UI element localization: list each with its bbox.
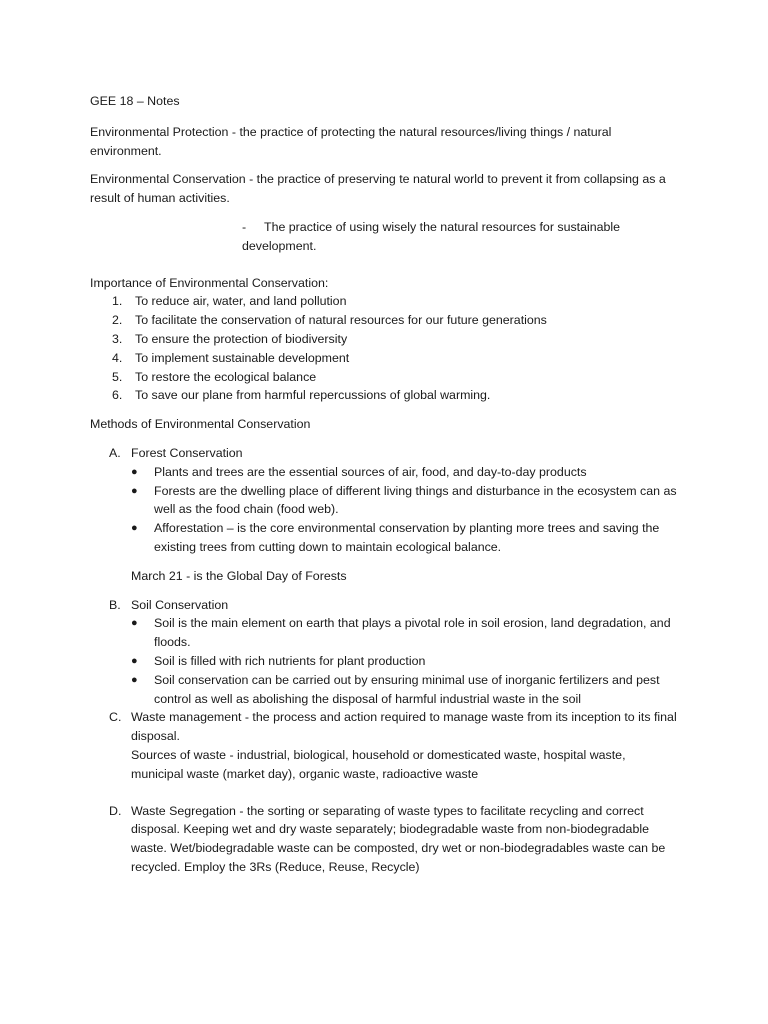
list-item [90,330,680,349]
soil-bullet-list [131,614,680,708]
list-text: To restore the ecological balance [135,369,317,384]
section-letter: A. [109,445,121,460]
bullet-icon: ● [131,465,138,478]
waste-sources: Sources of waste - industrial, biological, household or domesticated waste, hospital waste, municipal waste (market day), organic waste, radioactive waste [131,747,626,781]
list-number: 2. [112,313,123,328]
bullet-icon: ● [131,673,138,686]
list-item [131,614,680,652]
list-text: To reduce air, water, and land pollution [135,294,347,309]
forest-day-note: March 21 - is the Global Day of Forests [131,568,347,583]
list-number: 1. [112,294,123,309]
bullet-icon: ● [131,484,138,497]
bullet-icon: ● [131,654,138,667]
conservation-alt-definition [90,218,680,256]
list-item [90,386,680,405]
list-item [90,292,680,311]
section-title: Soil Conservation [131,597,229,612]
section-letter: B. [109,597,121,612]
env-protection-definition: Environmental Protection - the practice of protecting the natural resources/living things / natural environment. [90,124,612,158]
forest-bullet-list [131,463,680,557]
env-conservation-definition: Environmental Conservation - the practice of preserving te natural world to prevent it from collapsing as a result of human activities. [90,172,666,206]
list-text: To facilitate the conservation of natural resources for our future generations [135,313,547,328]
list-item [90,311,680,330]
document-title: GEE 18 – Notes [90,94,180,108]
bullet-icon: ● [131,617,138,630]
list-number: 6. [112,388,123,403]
list-item [131,671,680,709]
section-waste-management [90,708,680,783]
list-item [131,463,680,482]
section-forest-conservation [90,444,680,586]
list-item [131,652,680,671]
list-item [131,519,680,557]
section-waste-segregation [90,802,680,877]
list-item [131,482,680,520]
importance-heading: Importance of Environmental Conservation: [90,275,329,290]
list-item [90,349,680,368]
list-text: To ensure the protection of biodiversity [135,331,348,346]
section-letter: D. [109,803,122,818]
list-number: 3. [112,331,123,346]
waste-management-definition: Waste management - the process and action required to manage waste from its inception to its final disposal. [131,710,677,744]
list-text: To save our plane from harmful repercussions of global warming. [135,388,491,403]
list-item [90,368,680,387]
bullet-text: Soil is filled with rich nutrients for plant production [154,653,426,668]
bullet-text: Plants and trees are the essential sources of air, food, and day-to-day products [154,464,587,479]
dash-marker: - [242,219,247,234]
list-number: 5. [112,369,123,384]
conservation-alt-text: The practice of using wisely the natural resources for sustainable development. [242,219,621,253]
section-soil-conservation [90,596,680,709]
section-letter: C. [109,710,122,725]
importance-list [90,292,680,405]
bullet-text: Forests are the dwelling place of different living things and disturbance in the ecosystem can as well as the food chain (food web). [154,483,677,517]
list-number: 4. [112,350,123,365]
document-body [90,92,680,877]
bullet-icon: ● [131,522,138,535]
bullet-text: Soil conservation can be carried out by ensuring minimal use of inorganic fertilizers and pest control as well as abolishing the disposal of harmful industrial waste in the soil [154,672,660,706]
bullet-text: Soil is the main element on earth that plays a pivotal role in soil erosion, land degradation, and floods. [154,616,671,650]
list-text: To implement sustainable development [135,350,350,365]
waste-segregation-definition: Waste Segregation - the sorting or separating of waste types to facilitate recycling and correct disposal. Keeping wet and dry waste separately; biodegradable waste from non-biodegradable waste. Wet/biodegradable waste can be composted, dry wet or non-biodegradables waste can be recycled. Employ the 3Rs (Reduce, Reuse, Recycle) [131,803,666,874]
methods-heading: Methods of Environmental Conservation [90,417,311,432]
section-title: Forest Conservation [131,445,243,460]
bullet-text: Afforestation – is the core environmental conservation by planting more trees and saving the existing trees from cutting down to maintain ecological balance. [154,521,660,554]
